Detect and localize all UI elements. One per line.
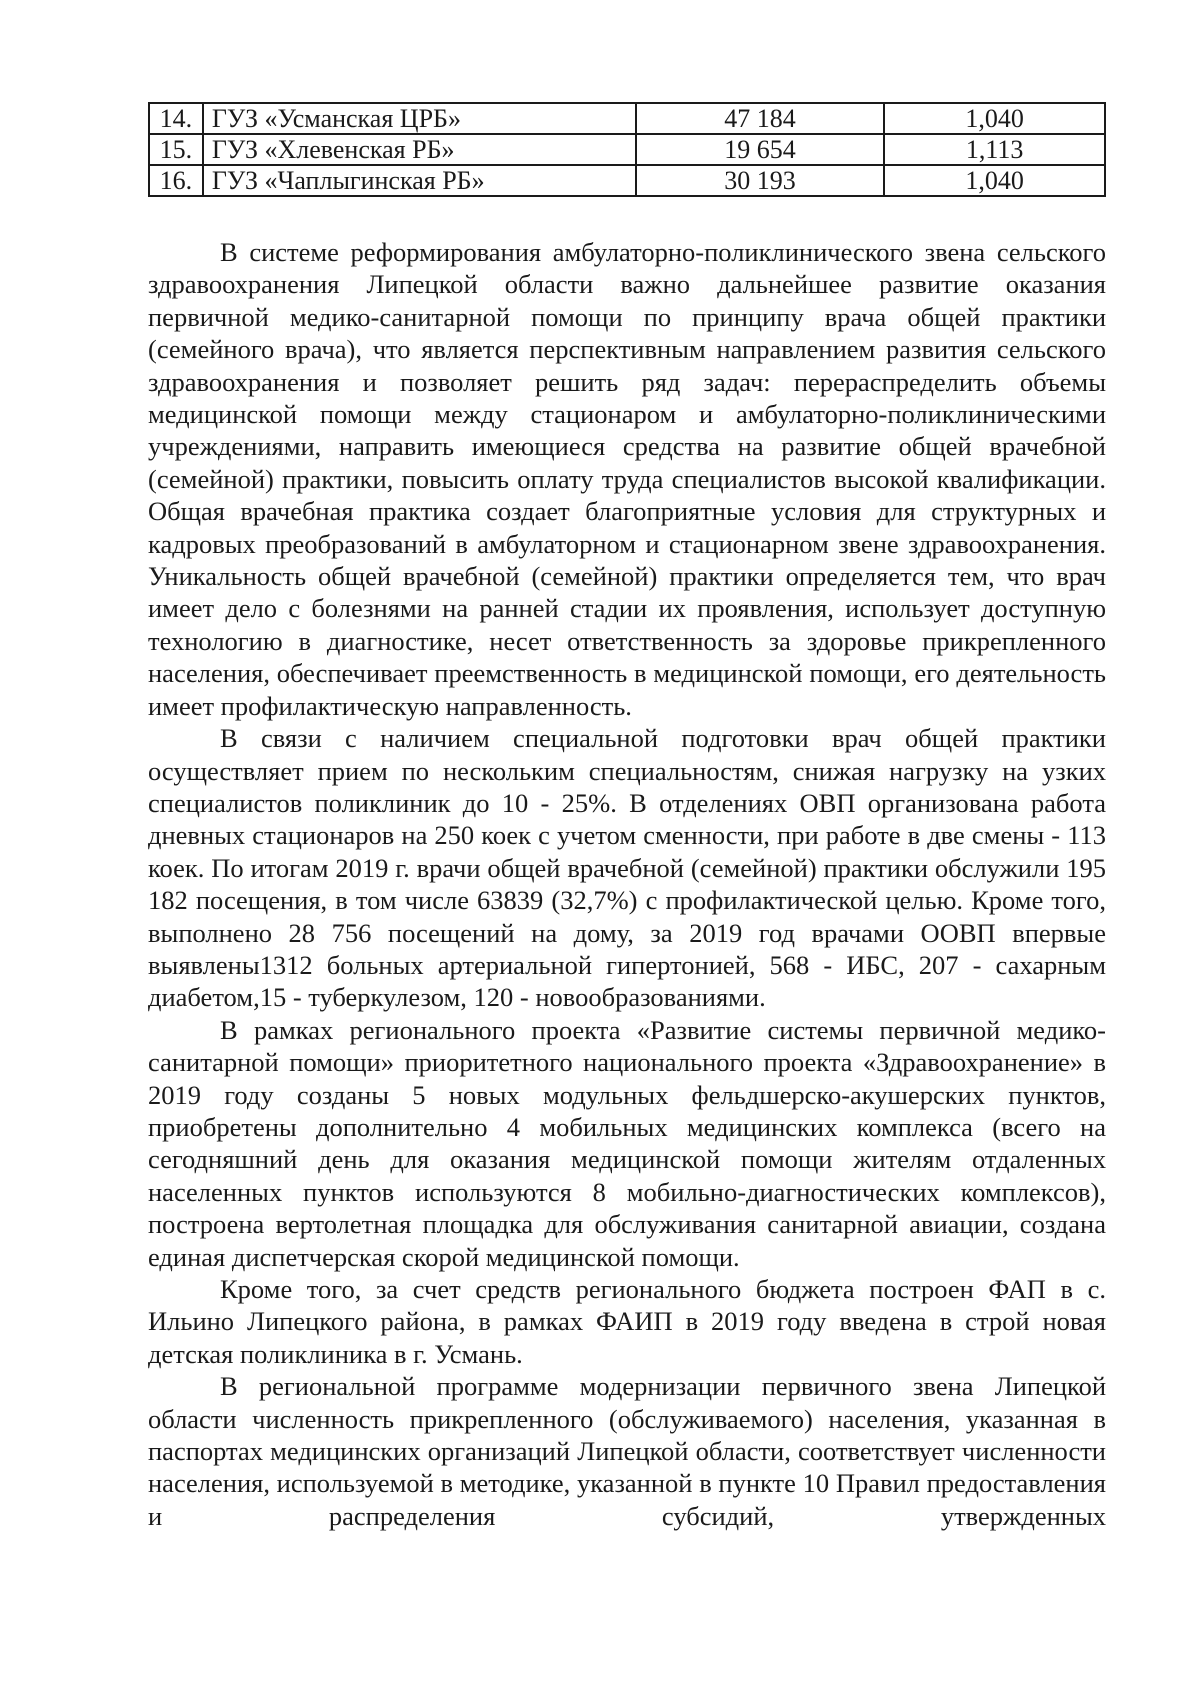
paragraph: В региональной программе модернизации первичного звена Липецкой области численность прикрепленного (обслуживаемого) населения, указанная в паспортах медицинских организаций Липецкой области, соответствует численности населения, используемой в методике, указанной в пункте 10 Правил предоставления и распределения субсидий, утвержденных [148, 1371, 1106, 1531]
table-row [149, 103, 1105, 134]
population-value: 30 193 [636, 165, 884, 196]
population-value: 19 654 [636, 134, 884, 165]
coefficient-value: 1,040 [884, 165, 1105, 196]
row-number: 14. [149, 103, 203, 134]
institution-name: ГУЗ «Чаплыгинская РБ» [203, 165, 636, 196]
coefficient-value: 1,040 [884, 103, 1105, 134]
coefficient-value: 1,113 [884, 134, 1105, 165]
institution-name: ГУЗ «Усманская ЦРБ» [203, 103, 636, 134]
population-value: 47 184 [636, 103, 884, 134]
table-row [149, 165, 1105, 196]
body-text [148, 236, 1106, 1532]
table-row [149, 134, 1105, 165]
paragraph: В системе реформирования амбулаторно-поликлинического звена сельского здравоохранения Липецкой области важно дальнейшее развитие оказания первичной медико-санитарной помощи по принципу врача общей практики (семейного врача), что является перспективным направлением развития сельского здравоохранения и позволяет решить ряд задач: перераспределить объемы медицинской помощи между стационаром и амбулаторно-поликлиническими учреждениями, направить имеющиеся средства на развитие общей врачебной (семейной) практики, повысить оплату труда специалистов высокой квалификации. Общая врачебная практика создает благоприятные условия для структурных и кадровых преобразований в амбулаторном и стационарном звене здравоохранения. Уникальность общей врачебной (семейной) практики определяется тем, что врач имеет дело с болезнями на ранней стадии их проявления, использует доступную технологию в диагностике, несет ответственность за здоровье прикрепленного населения, обеспечивает преемственность в медицинской помощи, его деятельность имеет профилактическую направленность. [148, 237, 1106, 721]
hospital-table [148, 102, 1106, 197]
paragraph: В рамках регионального проекта «Развитие системы первичной медико-санитарной помощи» приоритетного национального проекта «Здравоохранение» в 2019 году созданы 5 новых модульных фельдшерско-акушерских пунктов, приобретены дополнительно 4 мобильных медицинских комплекса (всего на сегодняшний день для оказания медицинской помощи жителям отдаленных населенных пунктов используются 8 мобильно-диагностических комплексов), построена вертолетная площадка для обслуживания санитарной авиации, создана единая диспетчерская скорой медицинской помощи. [148, 1014, 1106, 1272]
row-number: 15. [149, 134, 203, 165]
paragraph: Кроме того, за счет средств регионального бюджета построен ФАП в с. Ильино Липецкого района, в рамках ФАИП в 2019 году введена в строй новая детская поликлиника в г. Усмань. [148, 1274, 1106, 1369]
paragraph: В связи с наличием специальной подготовки врач общей практики осуществляет прием по нескольким специальностям, снижая нагрузку на узких специалистов поликлиник до 10 - 25%. В отделениях ОВП организована работа дневных стационаров на 250 коек с учетом сменности, при работе в две смены - 113 коек. По итогам 2019 г. врачи общей врачебной (семейной) практики обслужили 195 182 посещения, в том числе 63839 (32,7%) с профилактической целью. Кроме того, выполнено 28 756 посещений на дому, за 2019 год врачами ООВП впервые выявлены1312 больных артериальной гипертонией, 568 - ИБС, 207 - сахарным диабетом,15 - туберкулезом, 120 - новообразованиями. [148, 723, 1106, 1013]
row-number: 16. [149, 165, 203, 196]
institution-name: ГУЗ «Хлевенская РБ» [203, 134, 636, 165]
